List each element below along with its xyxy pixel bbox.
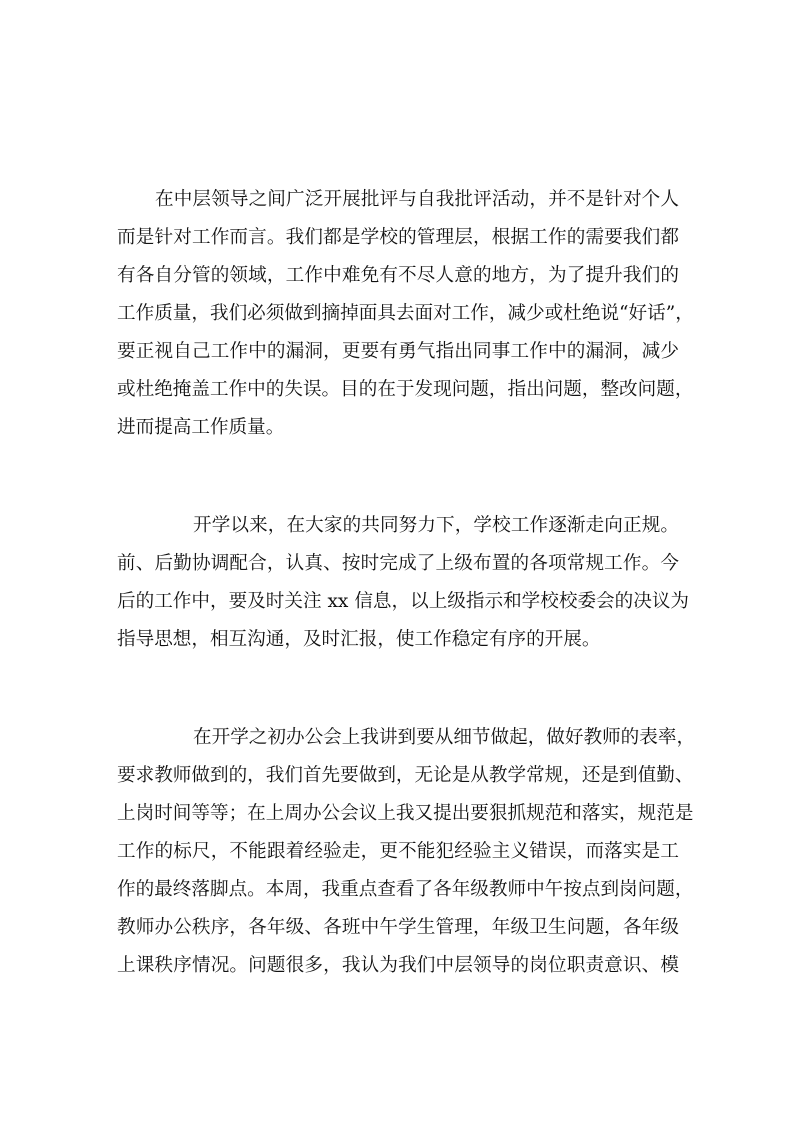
text-line: 教师办公秩序，各年级、各班中午学生管理，年级卫生问题，各年级 [117, 917, 679, 938]
text-line: 而是针对工作而言。我们都是学校的管理层，根据工作的需要我们都 [117, 227, 679, 248]
text-line: 在中层领导之间广泛开展批评与自我批评活动，并不是针对个人 [155, 189, 679, 210]
text-line: 上岗时间等等；在上周办公会议上我又提出要狠抓规范和落实，规范是 [117, 803, 694, 824]
text-line: 进而提高工作质量。 [117, 417, 285, 438]
text-line: 要求教师做到的，我们首先要做到，无论是从教学常规，还是到值勤、 [117, 765, 694, 786]
text-line: 作的最终落脚点。本周，我重点查看了各年级教师中午按点到岗问题， [117, 879, 694, 900]
text-line: 工作质量，我们必须做到摘掉面具去面对工作，减少或杜绝说“好话”， [117, 303, 694, 324]
text-line: 后的工作中，要及时关注 xx 信息，以上级指示和学校校委会的决议为 [117, 591, 690, 612]
text-line: 前、后勤协调配合，认真、按时完成了上级布置的各项常规工作。今 [117, 553, 679, 574]
text-line: 工作的标尺，不能跟着经验走，更不能犯经验主义错误，而落实是工 [117, 841, 679, 862]
text-line: 要正视自己工作中的漏洞，更要有勇气指出同事工作中的漏洞，减少 [117, 341, 679, 362]
text-line: 指导思想，相互沟通，及时汇报，使工作稳定有序的开展。 [117, 629, 601, 650]
text-line: 在开学之初办公会上我讲到要从细节做起，做好教师的表率， [193, 727, 696, 748]
text-line: 有各自分管的领域，工作中难免有不尽人意的地方，为了提升我们的 [117, 265, 679, 286]
text-line: 上课秩序情况。问题很多，我认为我们中层领导的岗位职责意识、模 [117, 955, 679, 976]
text-line: 或杜绝掩盖工作中的失误。目的在于发现问题，指出问题，整改问题， [117, 379, 694, 400]
text-line: 开学以来，在大家的共同努力下，学校工作逐渐走向正规。 [193, 515, 679, 536]
